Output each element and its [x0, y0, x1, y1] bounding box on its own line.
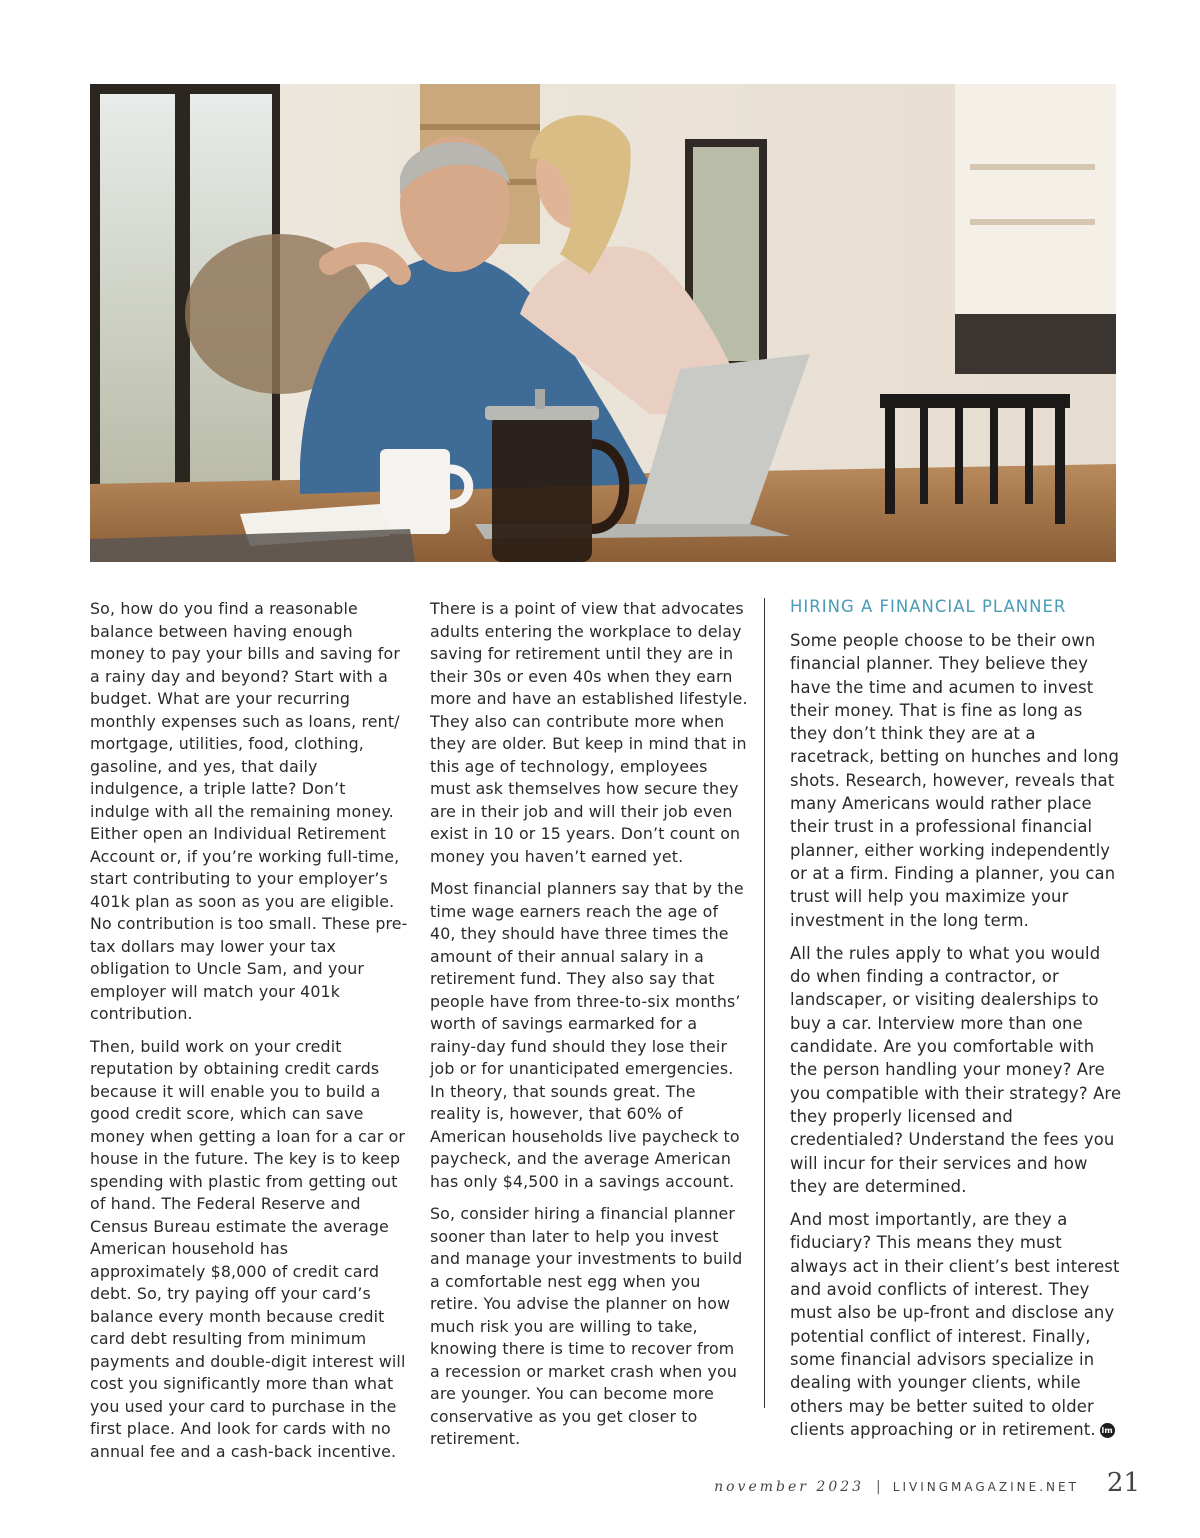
- body-paragraph: There is a point of view that advocates adults entering the workplace to delay saving for retirement until they are in their 30s or even 40s when they earn more and have an established lifestyle. They also can contribute more when they are older. But keep in mind that in this age of technology, employees must ask themselves how secure they are in their job and will their job even exist in 10 or 15 years. Don’t count on money you haven’t earned yet.: [430, 599, 748, 866]
- couple-laptop-illustration: [90, 84, 1116, 562]
- page-number: 21: [1106, 1468, 1140, 1498]
- issue-date: november 2023: [714, 1479, 865, 1495]
- article-column-right: [790, 596, 1122, 1451]
- body-paragraph: All the rules apply to what you would do when finding a contractor, or landscaper, or visiting dealerships to buy a car. Interview more than one candidate. Are you comfortable with the person handling your money? Are you compatible with their strategy? Are they properly licensed and credentialed? Understand the fees you will incur for their services and how they are determined.: [790, 943, 1122, 1196]
- end-mark-logo-icon: lm: [1100, 1423, 1115, 1438]
- page-footer: [714, 1468, 1140, 1498]
- article-column-middle: [430, 598, 748, 1461]
- website-link[interactable]: LIVINGMAGAZINE.NET: [892, 1480, 1079, 1494]
- footer-separator: |: [876, 1479, 881, 1495]
- body-paragraph: So, how do you find a reasonable balance between having enough money to pay your bills and saving for a rainy day and beyond? Start with a budget. What are your recurring monthly expenses such as loans, rent/ mortgage, utilities, food, clothing, gasoline, and yes, that daily indulgence, a triple latte? Don’t indulge with all the remaining money. Either open an Individual Retirement Account or, if you’re working full-time, start contributing to your employer’s 401k plan as soon as you are eligible. No contribution is too small. These pre-tax dollars may lower your tax obligation to Uncle Sam, and your employer will match your 401k contribution.: [90, 599, 408, 1023]
- article-photo: [90, 84, 1116, 562]
- body-paragraph-final: [790, 1208, 1122, 1441]
- article-column-left: [90, 598, 408, 1473]
- body-paragraph: Then, build work on your credit reputation by obtaining credit cards because it will enable you to build a good credit score, which can save money when getting a loan for a car or house in the future. The key is to keep spending with plastic from getting out of hand. The Federal Reserve and Census Bureau estimate the average American household has approximately $8,000 of credit card debt. So, try paying off your card’s balance every month because credit card debt resulting from minimum payments and double-digit interest will cost you significantly more than what you used your card to purchase in the first place. And look for cards with no annual fee and a cash-back incentive.: [90, 1036, 406, 1461]
- body-paragraph-text: And most importantly, are they a fiduciary? This means they must always act in their client’s best interest and avoid conflicts of interest. They must also be up-front and disclose any potential conflict of interest. Finally, some financial advisors specialize in dealing with younger clients, while others may be better suited to older clients approaching or in retirement.: [790, 1210, 1120, 1439]
- body-paragraph: Some people choose to be their own financial planner. They believe they have the time and acumen to invest their money. That is fine as long as they don’t think they are at a racetrack, betting on hunches and long shots. Research, however, reveals that many Americans would rather place their trust in a professional financial planner, either working independently or at a firm. Finding a planner, you can trust will help you maximize your investment in the long term.: [790, 631, 1120, 930]
- section-heading: HIRING A FINANCIAL PLANNER: [790, 597, 1067, 616]
- body-paragraph: Most financial planners say that by the time wage earners reach the age of 40, they should have three times the amount of their annual salary in a retirement fund. They also say that people have from three-to-six months’ worth of savings earmarked for a rainy-day fund should they lose their job or for unanticipated emergencies. In theory, that sounds great. The reality is, however, that 60% of American households live paycheck to paycheck, and the average American has only $4,500 in a savings account.: [430, 879, 744, 1191]
- column-divider: [764, 598, 765, 1408]
- body-paragraph: So, consider hiring a financial planner sooner than later to help you invest and manage your investments to build a comfortable nest egg when you retire. You advise the planner on how much risk you are willing to take, knowing there is time to recover from a recession or market crash when you are younger. You can become more conservative as you get closer to retirement.: [430, 1204, 743, 1448]
